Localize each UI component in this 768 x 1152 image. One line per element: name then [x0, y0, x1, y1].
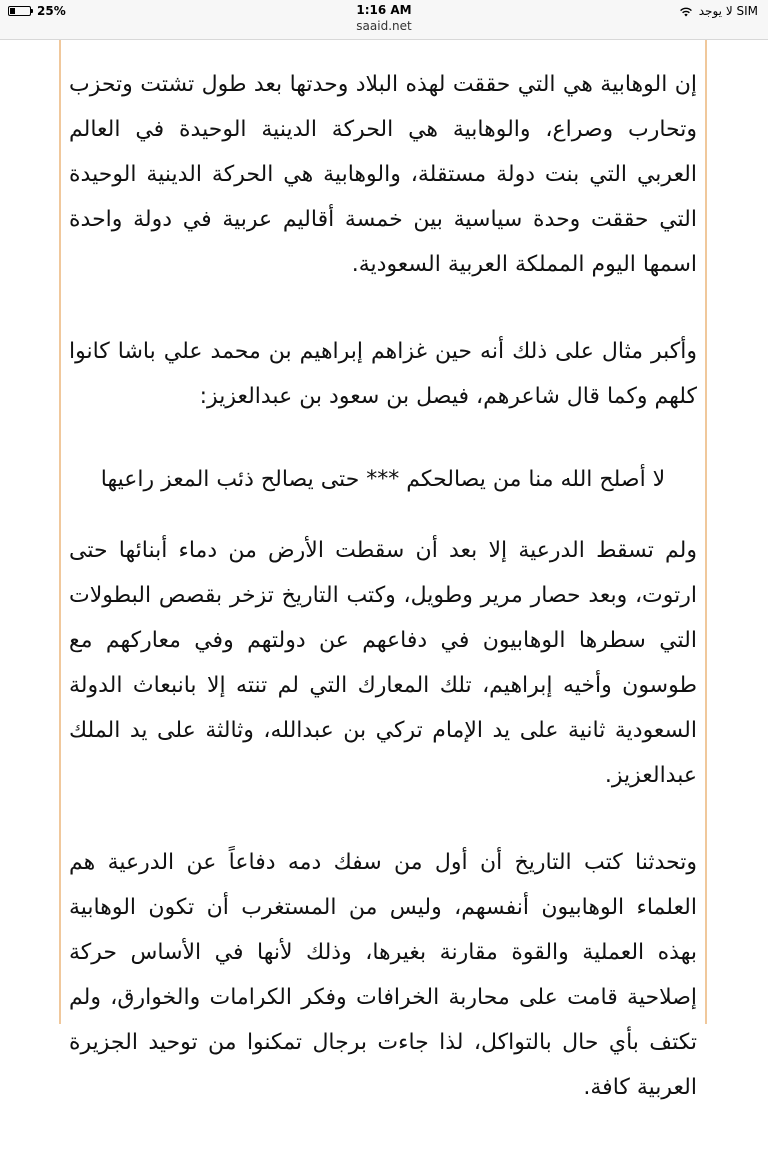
carrier-label: لا يوجد SIM [698, 4, 758, 18]
status-bar [0, 0, 768, 40]
article-page [59, 40, 707, 1100]
carrier-indicator [679, 4, 758, 18]
paragraph-unity: إن الوهابية هي التي حققت لهذه البلاد وحدتها بعد طول تشتت وتحزب وتحارب وصراع، والوهابية هي الحركة الدينية الوحيدة في العالم العربي التي بنت دولة مستقلة، والوهابية هي الحركة الدينية الوحيدة التي حققت وحدة سياسية بين خمسة أقاليم عربية في دولة واحدة اسمها اليوم المملكة العربية السعودية. [69, 72, 697, 277]
status-center [0, 2, 768, 34]
battery-percent: 25% [37, 4, 66, 18]
article-body [69, 62, 697, 1152]
status-time: 1:16 AM [356, 3, 412, 17]
battery-indicator [8, 4, 66, 18]
battery-icon [8, 6, 31, 16]
paragraph-example: وأكبر مثال على ذلك أنه حين غزاهم إبراهيم بن محمد علي باشا كانوا كلهم وكما قال شاعرهم، فيصل بن سعود بن عبدالعزيز: [69, 339, 697, 409]
paragraph-diriyah-fall: ولم تسقط الدرعية إلا بعد أن سقطت الأرض من دماء أبنائها حتى ارتوت، وبعد حصار مرير وطويل، وكتب التاريخ تزخر بقصص البطولات التي سطرها الوهابيون في دفاعهم عن دولتهم وفي معاركهم مع طوسون وأخيه إبراهيم، تلك المعارك التي لم تنته إلا بانبعاث الدولة السعودية ثانية على يد الإمام تركي بن عبدالله، وثالثة على يد الملك عبدالعزيز. [69, 538, 697, 788]
page-url[interactable]: saaid.net [356, 19, 412, 33]
wifi-icon [679, 6, 693, 17]
poem-verse: لا أصلح الله منا من يصالحكم *** حتى يصالح ذئب المعز راعيها [100, 467, 666, 492]
paragraph-scholars: وتحدثنا كتب التاريخ أن أول من سفك دمه دفاعاً عن الدرعية هم العلماء الوهابيون أنفسهم، وليس من المستغرب أن تكون الوهابية بهذه العملية والقوة مقارنة بغيرها، وذلك لأنها في الأساس حركة إصلاحية قامت على محاربة الخرافات وفكر الكرامات والخوارق، ولم تكتف بأي حال بالتواكل، لذا جاءت برجال تمكنوا من توحيد الجزيرة العربية كافة. [69, 850, 697, 1100]
battery-fill [10, 8, 15, 14]
